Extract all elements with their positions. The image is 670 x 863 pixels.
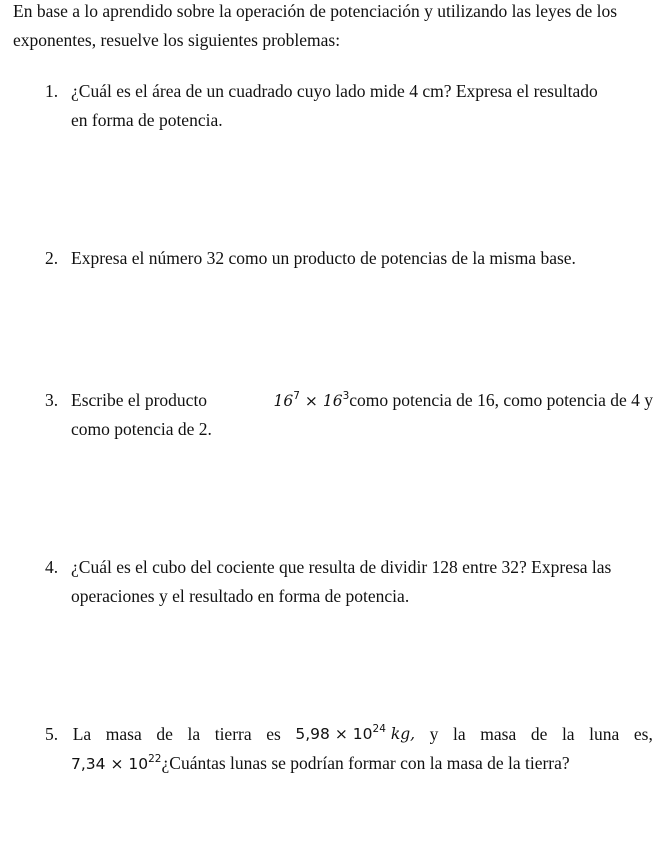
problem-3-number: 3. bbox=[45, 390, 59, 410]
problem-5-word: la bbox=[453, 724, 466, 744]
problem-2-number: 2. bbox=[45, 248, 59, 268]
intro-line-2: exponentes, resuelve los siguientes problemas: bbox=[13, 30, 341, 50]
earth-mass-mantissa: 5,98 bbox=[295, 725, 330, 743]
problem-4-line-2: operaciones y el resultado en forma de potencia. bbox=[71, 586, 410, 606]
problem-3-base-1: 16 bbox=[273, 392, 294, 410]
earth-mass-unit: kg, bbox=[390, 725, 416, 743]
problem-5-word: es, bbox=[633, 724, 653, 744]
problem-3-times: × bbox=[304, 392, 318, 410]
problem-3-pre-text: Escribe el producto bbox=[71, 390, 208, 410]
problem-3-expression bbox=[274, 389, 653, 412]
problem-5-line-2 bbox=[71, 752, 570, 775]
problem-2-line-1: Expresa el número 32 como un producto de potencias de la misma base. bbox=[71, 248, 576, 268]
problem-5-word: luna bbox=[589, 724, 620, 744]
problem-5-word: de bbox=[156, 724, 173, 744]
earth-mass-exponent: 24 bbox=[372, 722, 386, 735]
problem-5-number: 5. bbox=[45, 724, 59, 744]
earth-mass-base: 10 bbox=[352, 725, 373, 743]
problem-3-line-1 bbox=[71, 389, 653, 412]
problem-3-post-text: como potencia de 16, como potencia de 4 y bbox=[349, 390, 653, 410]
moon-mass-expression bbox=[71, 752, 162, 773]
problem-1-number: 1. bbox=[45, 81, 59, 101]
problem-5-word: de bbox=[530, 724, 548, 744]
problem-5-word: la bbox=[187, 724, 201, 744]
problem-5-word: masa bbox=[105, 724, 142, 744]
problem-3-exponent-1: 7 bbox=[293, 389, 300, 402]
moon-mass-times: × bbox=[110, 755, 124, 773]
problem-5-word: es bbox=[266, 724, 281, 744]
intro-line-1: En base a lo aprendido sobre la operación de potenciación y utilizando las leyes de los bbox=[13, 1, 618, 21]
problem-1-line-2: en forma de potencia. bbox=[71, 110, 223, 130]
problem-5-word: La bbox=[72, 724, 92, 744]
moon-mass-mantissa: 7,34 bbox=[71, 755, 106, 773]
problem-5-line-1 bbox=[45, 723, 653, 745]
earth-mass-expression bbox=[295, 723, 415, 745]
problem-4-number: 4. bbox=[45, 557, 59, 577]
problem-1-line-1: ¿Cuál es el área de un cuadrado cuyo lado mide 4 cm? Expresa el resultado bbox=[71, 81, 598, 101]
earth-mass-times: × bbox=[334, 725, 348, 743]
problem-4-line-1: ¿Cuál es el cubo del cociente que resulta de dividir 128 entre 32? Expresa las bbox=[71, 557, 612, 577]
problem-5-word: tierra bbox=[214, 724, 252, 744]
problem-5-word: y bbox=[429, 724, 439, 744]
problem-5-word: masa bbox=[480, 724, 517, 744]
moon-mass-base: 10 bbox=[128, 755, 149, 773]
problem-5-question: ¿Cuántas lunas se podrían formar con la masa de la tierra? bbox=[161, 753, 570, 773]
problem-3-line-2: como potencia de 2. bbox=[71, 419, 212, 439]
problem-3-base-2: 16 bbox=[322, 392, 343, 410]
problem-3-exponent-2: 3 bbox=[342, 389, 350, 402]
moon-mass-exponent: 22 bbox=[148, 752, 162, 765]
problem-5-word: la bbox=[561, 724, 575, 744]
